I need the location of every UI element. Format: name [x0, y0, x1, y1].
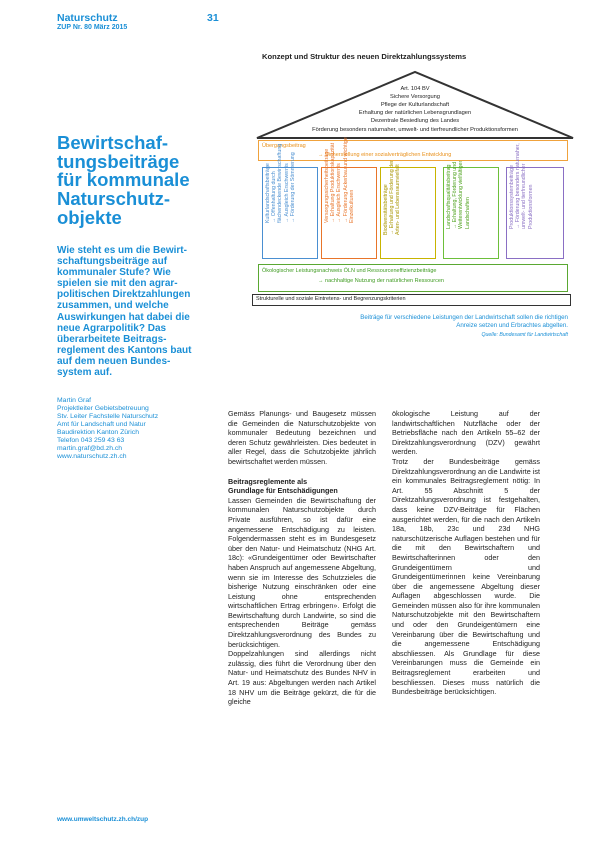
roof-line: Art. 104 BV [400, 86, 430, 92]
pillar-line: Biodiversitätsbeiträge [383, 184, 389, 236]
lead-line: reglement des Kantons baut [57, 344, 192, 356]
issue-label: ZUP Nr. 80 März 2015 [57, 24, 128, 31]
author-email[interactable]: martin.graf@bd.zh.ch [57, 445, 123, 452]
figure-caption [268, 314, 568, 331]
pillar-produktionssystem [506, 143, 564, 259]
pillar-line: → Offenhaltung durch [271, 171, 278, 223]
structural-criteria-label: Strukturelle und soziale Eintretens- und Begrenzungskriterien [256, 296, 406, 302]
pillar-line: Landschaftsqualitätsbeitrag [446, 164, 452, 230]
pillar-line: → Erhaltung, Förderung und [452, 162, 459, 230]
pillar-line: flächendeckende Bewirtschaftung [277, 143, 284, 223]
pillar-line: Kulturlandschaftsbeiträge [265, 163, 271, 223]
oln-title: Ökologischer Leistungsnachweis ÖLN und Ressourceneffizienzbeiträge [262, 268, 437, 274]
pillar-line: → Förderung der Sömmerung [289, 152, 296, 223]
pillar-line: Landschaften [464, 197, 471, 230]
pillar-line: → Förderung Ackerbau und wichtige [342, 137, 349, 223]
pillar-line: Versorgungssicherheitsbeiträge [324, 148, 330, 223]
footer-link[interactable]: www.umweltschutz.zh.ch/zup [57, 816, 149, 823]
pillar-line: Produktionssystembeiträge [509, 165, 515, 230]
page-number: 31 [207, 12, 219, 24]
pillar-biodiversitaet [380, 160, 436, 259]
author-name: Martin Graf [57, 397, 91, 404]
lead-line: politischen Direktzahlungen [57, 289, 191, 301]
lead-line: kommunaler Stufe? Wie [57, 267, 171, 279]
author-line: Stv. Leiter Fachstelle Naturschutz [57, 413, 159, 420]
section-title: Naturschutz [57, 12, 118, 24]
author-website[interactable]: www.naturschutz.zh.ch [57, 453, 127, 460]
body-paragraph: Trotz der Bundesbeiträge gemäss Direktzahlungsverordnung an die Landwirte ist ein kommunales Beitragsreglement nötig: In Art. 55 Abschnitt 5 der Direktzahlungsverordnung ist festgehalten, dass keine DZV-Beiträge für Flächen ausgerichtet werden, für die nach den Artikeln 18a, 18b, 23c und 23d NHG naturschützerische Auflagen bestehen und für die mit den Bewirtschaftern und Bewirtschafterinnen oder den Grundeigentümern und Grundeigentümerinnen keine Vereinbarung über die angemessene Abgeltung dieser Auflagen abgeschlossen wurde. Die Gemeinden müssen also für ihre kommunalen Naturschutzobjekte mit den Bewirtschaftern und oder den Grundeigentümern eine Vereinbarung über die Bewirtschaftung und die angemessene Entschädigung abschliessen. Als Grundlage für diese Vereinbarungen muss die Gemeinde ein Beitragsreglement erarbeiten und beschliessen. Dieses muss natürlich die Bundesbeiträge berücksichtigen. [392, 456, 540, 697]
roof-line: Dezentrale Besiedlung des Landes [370, 118, 460, 124]
article-lead [57, 245, 252, 378]
lead-line: auf dem neuen Bundes- [57, 355, 171, 367]
author-phone: Telefon 043 259 43 63 [57, 437, 125, 444]
body-paragraph: Gemäss Planungs- und Baugesetz müssen die Gemeinden die Naturschutzobjekte von kommunaler Bedeutung bezeichnen und deren Schutz gewährleisten. Dies bedeutet in aller Regel, dass die Schutzobjekte jährlich bewirtschaftet werden müssen. [228, 409, 376, 466]
lead-line: neue Agrarpolitik? Das [57, 322, 167, 334]
pillar-line: Produktionsformen [527, 184, 534, 230]
subheading [228, 477, 376, 496]
roof-line: Sichere Versorgung [390, 94, 440, 100]
pillar-line: → Erhaltung und Förderung der [389, 160, 396, 236]
lead-line: spielen sie mit den agrar- [57, 278, 178, 290]
lead-line: Auswirkungen hat dabei die [57, 311, 190, 323]
pillar-line: → Förderung besonders naturnaher, [515, 143, 522, 230]
headline-line: Naturschutz- [57, 188, 171, 210]
roof-diagram [255, 68, 575, 140]
author-line: Amt für Landschaft und Natur [57, 421, 146, 428]
pillar-line: Einzelkulturen [348, 189, 355, 223]
headline-line: tungsbeiträge [57, 150, 180, 172]
caption-line: Beiträge für verschiedene Leistungen der Landwirtschaft sollen die richtigen [360, 314, 568, 321]
article-headline [57, 134, 237, 228]
body-column-1 [228, 409, 376, 707]
lead-line: zusammen, und welche [57, 300, 169, 312]
pillar-landschaftsqualitaet [443, 160, 499, 259]
body-paragraph: Doppelzahlungen sind allerdings nicht zulässig, dies führt die Verordnung über den Natur- und Heimatschutz des Bundes NHV in Art. 19 aus: Abgeltungen werden nach Artikel 18 NHV um die Beiträge gekürzt, die für die gleiche [228, 649, 376, 707]
pillar-line: → Ausgleich Erschwernis [283, 163, 290, 223]
roof-line: Pflege der Kulturlandschaft [380, 102, 450, 108]
roof-line: Förderung besonders naturnaher, umwelt- und tierfreundlicher Produktionsformen [312, 127, 518, 133]
pillar-line: Weiterentwicklung vielfältiger [458, 160, 465, 230]
lead-line: system auf. [57, 367, 113, 379]
body-paragraph: ökologische Leistung auf der landwirtschaftlichen Nutzfläche oder der Betriebsfläche nach den Artikeln 55–62 der Direktzahlungsverordnung (DZV) gewährt werden. [392, 409, 540, 457]
roof-line: Erhaltung der natürlichen Lebensgrundlagen [358, 110, 472, 116]
caption-line: Anreize setzen und Erbrachtes abgelten. [456, 322, 568, 330]
lead-line: schaftungsbeiträge auf [57, 256, 168, 268]
lead-line: überarbeitete Beitrags- [57, 333, 167, 345]
lead-line: Wie steht es um die Bewirt- [57, 245, 187, 256]
oln-sub: → nachhaltige Nutzung der natürlichen Ressourcen [318, 278, 444, 284]
figure-title: Konzept und Struktur des neuen Direktzahlungssystems [262, 52, 467, 61]
headline-line: für kommunale [57, 169, 190, 191]
subheading-line: Grundlage für Entschädigungen [228, 486, 338, 496]
author-line: Projektleiter Gebietsbetreuung [57, 405, 149, 412]
author-line: Baudirektion Kanton Zürich [57, 429, 139, 436]
subheading-line: Beitragsreglemente als [228, 476, 308, 486]
body-paragraph: Lassen Gemeinden die Bewirtschaftung der kommunalen Naturschutzobjekte durch Private ausführen, so ist dafür eine angemessene Entschädigung zu leisten. Folgendermassen steht es im Bundesgesetz über den Natur- und Heimatschutz (NHG Art. 18c): «Grundeigentümer oder Bewirtschafter haben Anspruch auf angemessene Abgeltung, wenn sie im Interesse des Schutzzieles die bisherige Nutzung einschränken oder eine Leistung ohne entsprechenden wirtschaftlichen Ertrag erbringen». Erfolgt die Bewirtschaftung durch Landwirte, so sind die entsprechenden Beiträge gemäss Direktzahlungsverordnung des Bundes zu berücksichtigen. [228, 495, 376, 649]
pillar-line: → Erhaltung Produktionskapazität [330, 142, 337, 223]
uebergang-sub: → Sicherstellung einer sozialverträglichen Entwicklung [318, 152, 452, 158]
body-column-2 [392, 409, 540, 697]
figure-source: Quelle: Bundesamt für Landwirtschaft [481, 332, 568, 338]
pillar-versorgungssicherheit [321, 137, 377, 259]
pillar-line: umwelt- und tierfreundlicher [521, 163, 528, 230]
author-block [57, 397, 158, 461]
headline-line: objekte [57, 206, 122, 228]
headline-line: Bewirtschaf- [57, 132, 169, 153]
pillar-line: Arten- und Lebensraumvielfalt [395, 164, 402, 236]
pillar-line: → Ausgleich Erschwernis [336, 163, 343, 223]
uebergang-title: Übergangsbeitrag [262, 143, 306, 149]
